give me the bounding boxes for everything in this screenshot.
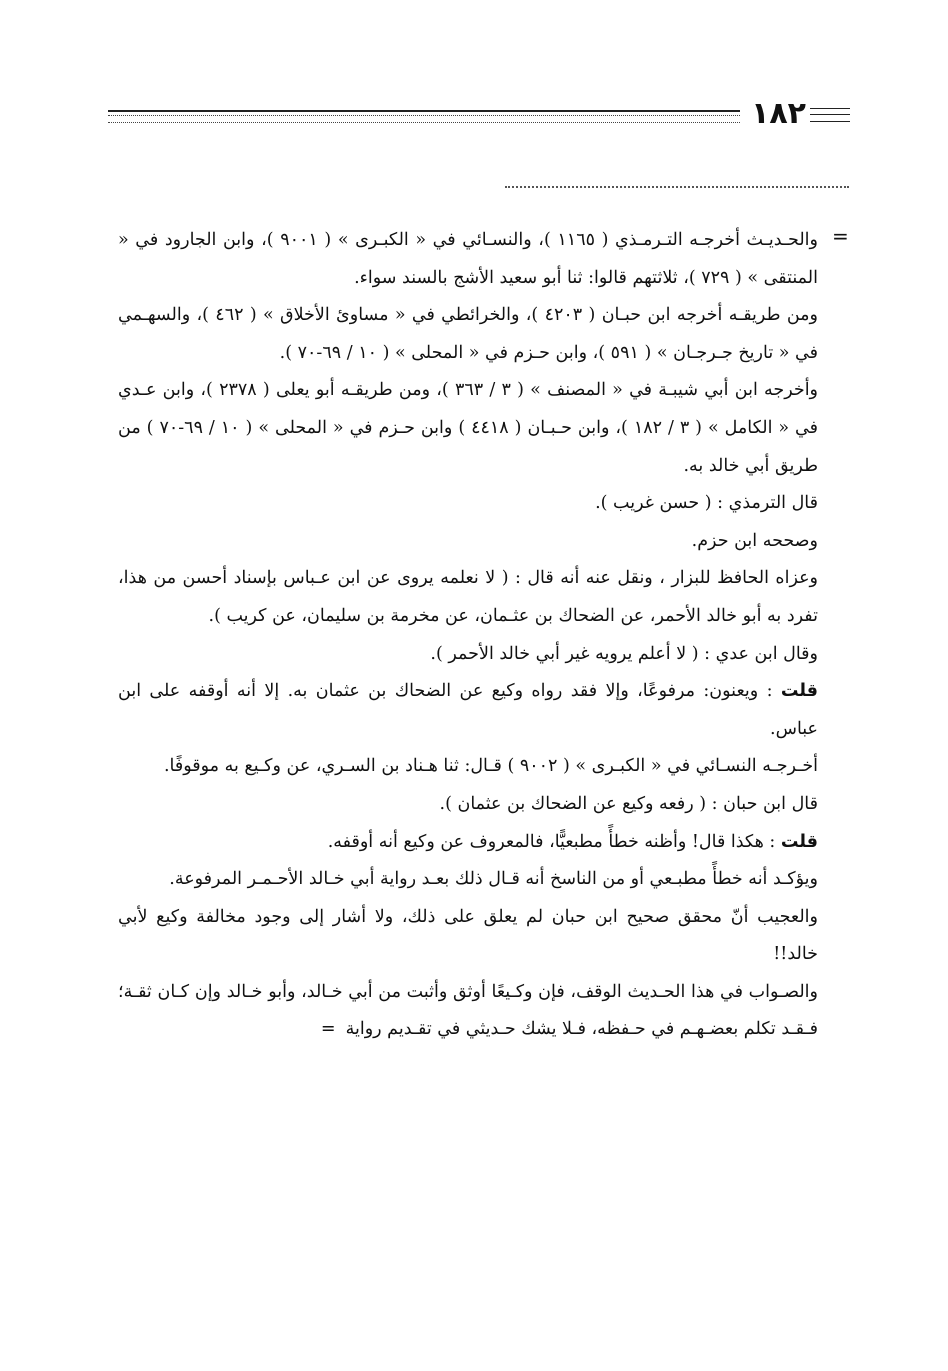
note-text: : ويعنون: مرفوعًا، وإلا فقد رواه وكيع عن الضحاك بن عثمان به. إلا أنه أوقفه على ابن عباس.: [118, 681, 818, 739]
paragraph: أخـرجـه النسـائي في « الكبـرى » ( ٩٠٠٢ ) قـال: ثنا هـناد بن السـري، عن وكـيع به موقوفًا.: [163, 756, 818, 777]
page-number: ١٨٢: [751, 96, 806, 131]
note-paragraph: [118, 673, 818, 748]
note-label: قلت: [780, 831, 818, 852]
header-ornament: [810, 108, 850, 122]
paragraph: قال ابن حبان : ( رفعه وكيع عن الضحاك بن عثمان ).: [439, 793, 818, 814]
continuation-mark: =: [832, 224, 849, 248]
footnote-body: [118, 222, 818, 1049]
paragraph: والعجيب أنّ محقق صحيح ابن حبان لم يعلق على ذلك، ولا أشار إلى وجود مخالفة وكيع لأبي خالد!!: [118, 906, 818, 965]
paragraph: والحـديـث أخرجـه التـرمـذي ( ١١٦٥ )، والنسـائي في « الكبـرى » ( ٩٠٠١ )، وابن الجارود في « المنتقى » ( ٧٢٩ )، ثلاثتهم قالوا: ثنا أبو سعيد الأشج بالسند سواء.: [118, 230, 818, 288]
paragraph: ويؤكـد أنه خطأً مطبـعي أو من الناسخ أنه قـال ذلك بعـد رواية أبي خـالد الأحـمـر المرفوعة.: [169, 869, 818, 890]
end-continuation-mark: =: [320, 1019, 336, 1040]
paragraph: ومن طريقـه أخرجه ابن حبـان ( ٤٢٠٣ )، والخرائطي في « مساوئ الأخلاق » ( ٤٦٢ )، والسهـمي في « تاريخ جـرجـان » ( ٥٩١ )، وابن حـزم في « المحلى » ( ١٠ / ٦٩-٧٠ ).: [118, 305, 818, 363]
header-rule: [108, 110, 740, 123]
paragraph: وأخرجه ابن أبي شيبـة في « المصنف » ( ٣ / ٣٦٣ )، ومن طريقـه أبو يعلى ( ٢٣٧٨ )، وابن عـدي في « الكامل » ( ٣ / ١٨٢ )، وابن حـبـان ( ٤٤١٨ ) وابن حـزم في « المحلى » ( ١٠ / ٦٩-٧٠ ) من طريق أبي خالد به.: [118, 380, 819, 476]
paragraph: قال الترمذي : ( حسن غريب ).: [595, 493, 818, 514]
paragraph: وقال ابن عدي : ( لا أعلم يرويه غير أبي خالد الأحمر ).: [430, 643, 818, 664]
paragraph-text: والصـواب في هذا الحـديث الوقف، فإن وكـيعًا أوثق وأثبت من أبي خـالد، وأبو خـالد وإن كـان ثقـة؛ فـقـد تكلم بعضـهـم في حـفظه، فـلا يشك حـديثي في تقـديم رواية: [118, 981, 818, 1040]
note-label: قلت: [780, 681, 818, 702]
note-text: : هكذا قال! وأظنه خطأً مطبعيًّا، فالمعروف عن وكيع أنه أوقفه.: [327, 831, 781, 852]
paragraph: [118, 974, 818, 1049]
page-header: [108, 96, 850, 131]
note-paragraph: [118, 824, 818, 862]
footnote-separator: [505, 186, 849, 188]
paragraph: وعزاه الحافظ للبزار ، ونقل عنه أنه قال : ( لا نعلمه يروى عن ابن عـباس بإسناد أحسن من هذا، تفرد به أبو خالد الأحمر، عن الضحاك بن عثـمان، عن مخرمة بن سليمان، عن كريب ).: [118, 568, 818, 626]
paragraph: وصححه ابن حزم.: [691, 530, 818, 551]
